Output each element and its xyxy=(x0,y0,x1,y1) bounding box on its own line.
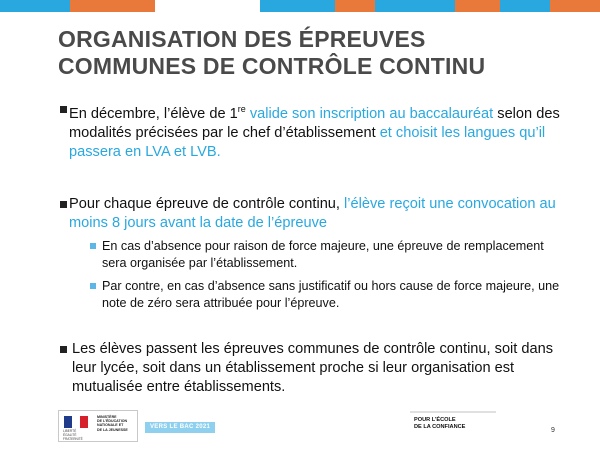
bullet-text xyxy=(60,100,570,162)
bullet-list xyxy=(60,100,570,397)
page-number: 9 xyxy=(551,427,555,434)
top-bar-segment xyxy=(70,0,155,12)
slide-title xyxy=(58,26,578,80)
highlight-text: valide son inscription au baccalauréat xyxy=(249,105,494,122)
title-line-2: COMMUNES DE CONTRÔLE CONTINU xyxy=(58,53,486,79)
superscript: re xyxy=(237,104,246,114)
top-color-bar xyxy=(0,0,600,12)
square-bullet-icon xyxy=(60,346,67,353)
motto-line: ÉGALITÉ xyxy=(63,432,77,437)
ecole-line: DE LA CONFIANCE xyxy=(414,423,466,430)
ecole-line: POUR L’ÉCOLE xyxy=(414,417,456,423)
text-run: Pour chaque épreuve de contrôle continu, xyxy=(69,195,345,212)
top-bar-segment xyxy=(0,0,70,12)
bullet-lieu xyxy=(60,340,570,397)
ministry-line: MINISTÈRE xyxy=(97,415,117,419)
top-bar-segment xyxy=(335,0,375,12)
bac-2021-badge: VERS LE BAC 2021 xyxy=(145,422,215,433)
flag-stripe xyxy=(64,416,72,428)
bullet-inscription xyxy=(60,100,570,162)
text-run: selon des modalités précisées par le chef d’établissement xyxy=(69,105,560,141)
flag-stripe xyxy=(80,416,88,428)
motto-line: LIBERTÉ xyxy=(63,429,77,433)
square-bullet-icon xyxy=(90,283,96,289)
highlight-text: l’élève reçoit une convocation au moins 8 jours avant la date de l’épreuve xyxy=(69,195,556,231)
square-bullet-icon xyxy=(60,106,67,113)
bullet-text: Les élèves passent les épreuves communes de contrôle continu, soit dans leur lycée, soit dans un établissement proche si leur organisation est mutualisée entre établissements. xyxy=(72,340,554,395)
top-bar-segment xyxy=(260,0,335,12)
ecole-logo-bar xyxy=(410,411,496,413)
ministry-logo xyxy=(58,410,138,442)
french-flag-icon xyxy=(64,416,88,428)
ministry-line: NATIONALE ET xyxy=(97,423,124,428)
motto-line: FRATERNITÉ xyxy=(63,436,83,441)
ministry-line: DE LA JEUNESSE xyxy=(97,427,128,432)
ecole-confiance-logo xyxy=(414,417,494,430)
flag-stripe xyxy=(72,416,80,428)
bullet-convocation xyxy=(60,195,570,233)
sub-bullet-text: En cas d’absence pour raison de force majeure, une épreuve de remplacement sera organisée par l’établissement. xyxy=(102,238,544,270)
top-bar-segment xyxy=(500,0,550,12)
square-bullet-icon xyxy=(60,201,67,208)
slide-footer xyxy=(0,405,600,450)
top-bar-segment xyxy=(375,0,455,12)
sub-bullet-absence xyxy=(90,238,560,272)
republic-motto xyxy=(63,430,93,441)
sub-bullet-text: Par contre, en cas d’absence sans justificatif ou hors cause de force majeure, une note de zéro sera attribuée pour l’épreuve. xyxy=(102,278,560,310)
text-run: En décembre, l’élève de 1 xyxy=(69,105,238,122)
sub-bullet-zero xyxy=(90,278,560,312)
top-bar-segment xyxy=(550,0,600,12)
top-bar-segment xyxy=(455,0,500,12)
square-bullet-icon xyxy=(90,243,96,249)
bullet-text xyxy=(60,195,570,233)
highlight-text: et choisit les langues qu’il passera en LVA et LVB. xyxy=(69,124,546,160)
title-line-1: ORGANISATION DES ÉPREUVES xyxy=(58,26,426,52)
ministry-line: DE L’ÉDUCATION xyxy=(97,419,128,424)
ministry-name xyxy=(97,415,135,432)
top-bar-segment xyxy=(155,0,260,12)
